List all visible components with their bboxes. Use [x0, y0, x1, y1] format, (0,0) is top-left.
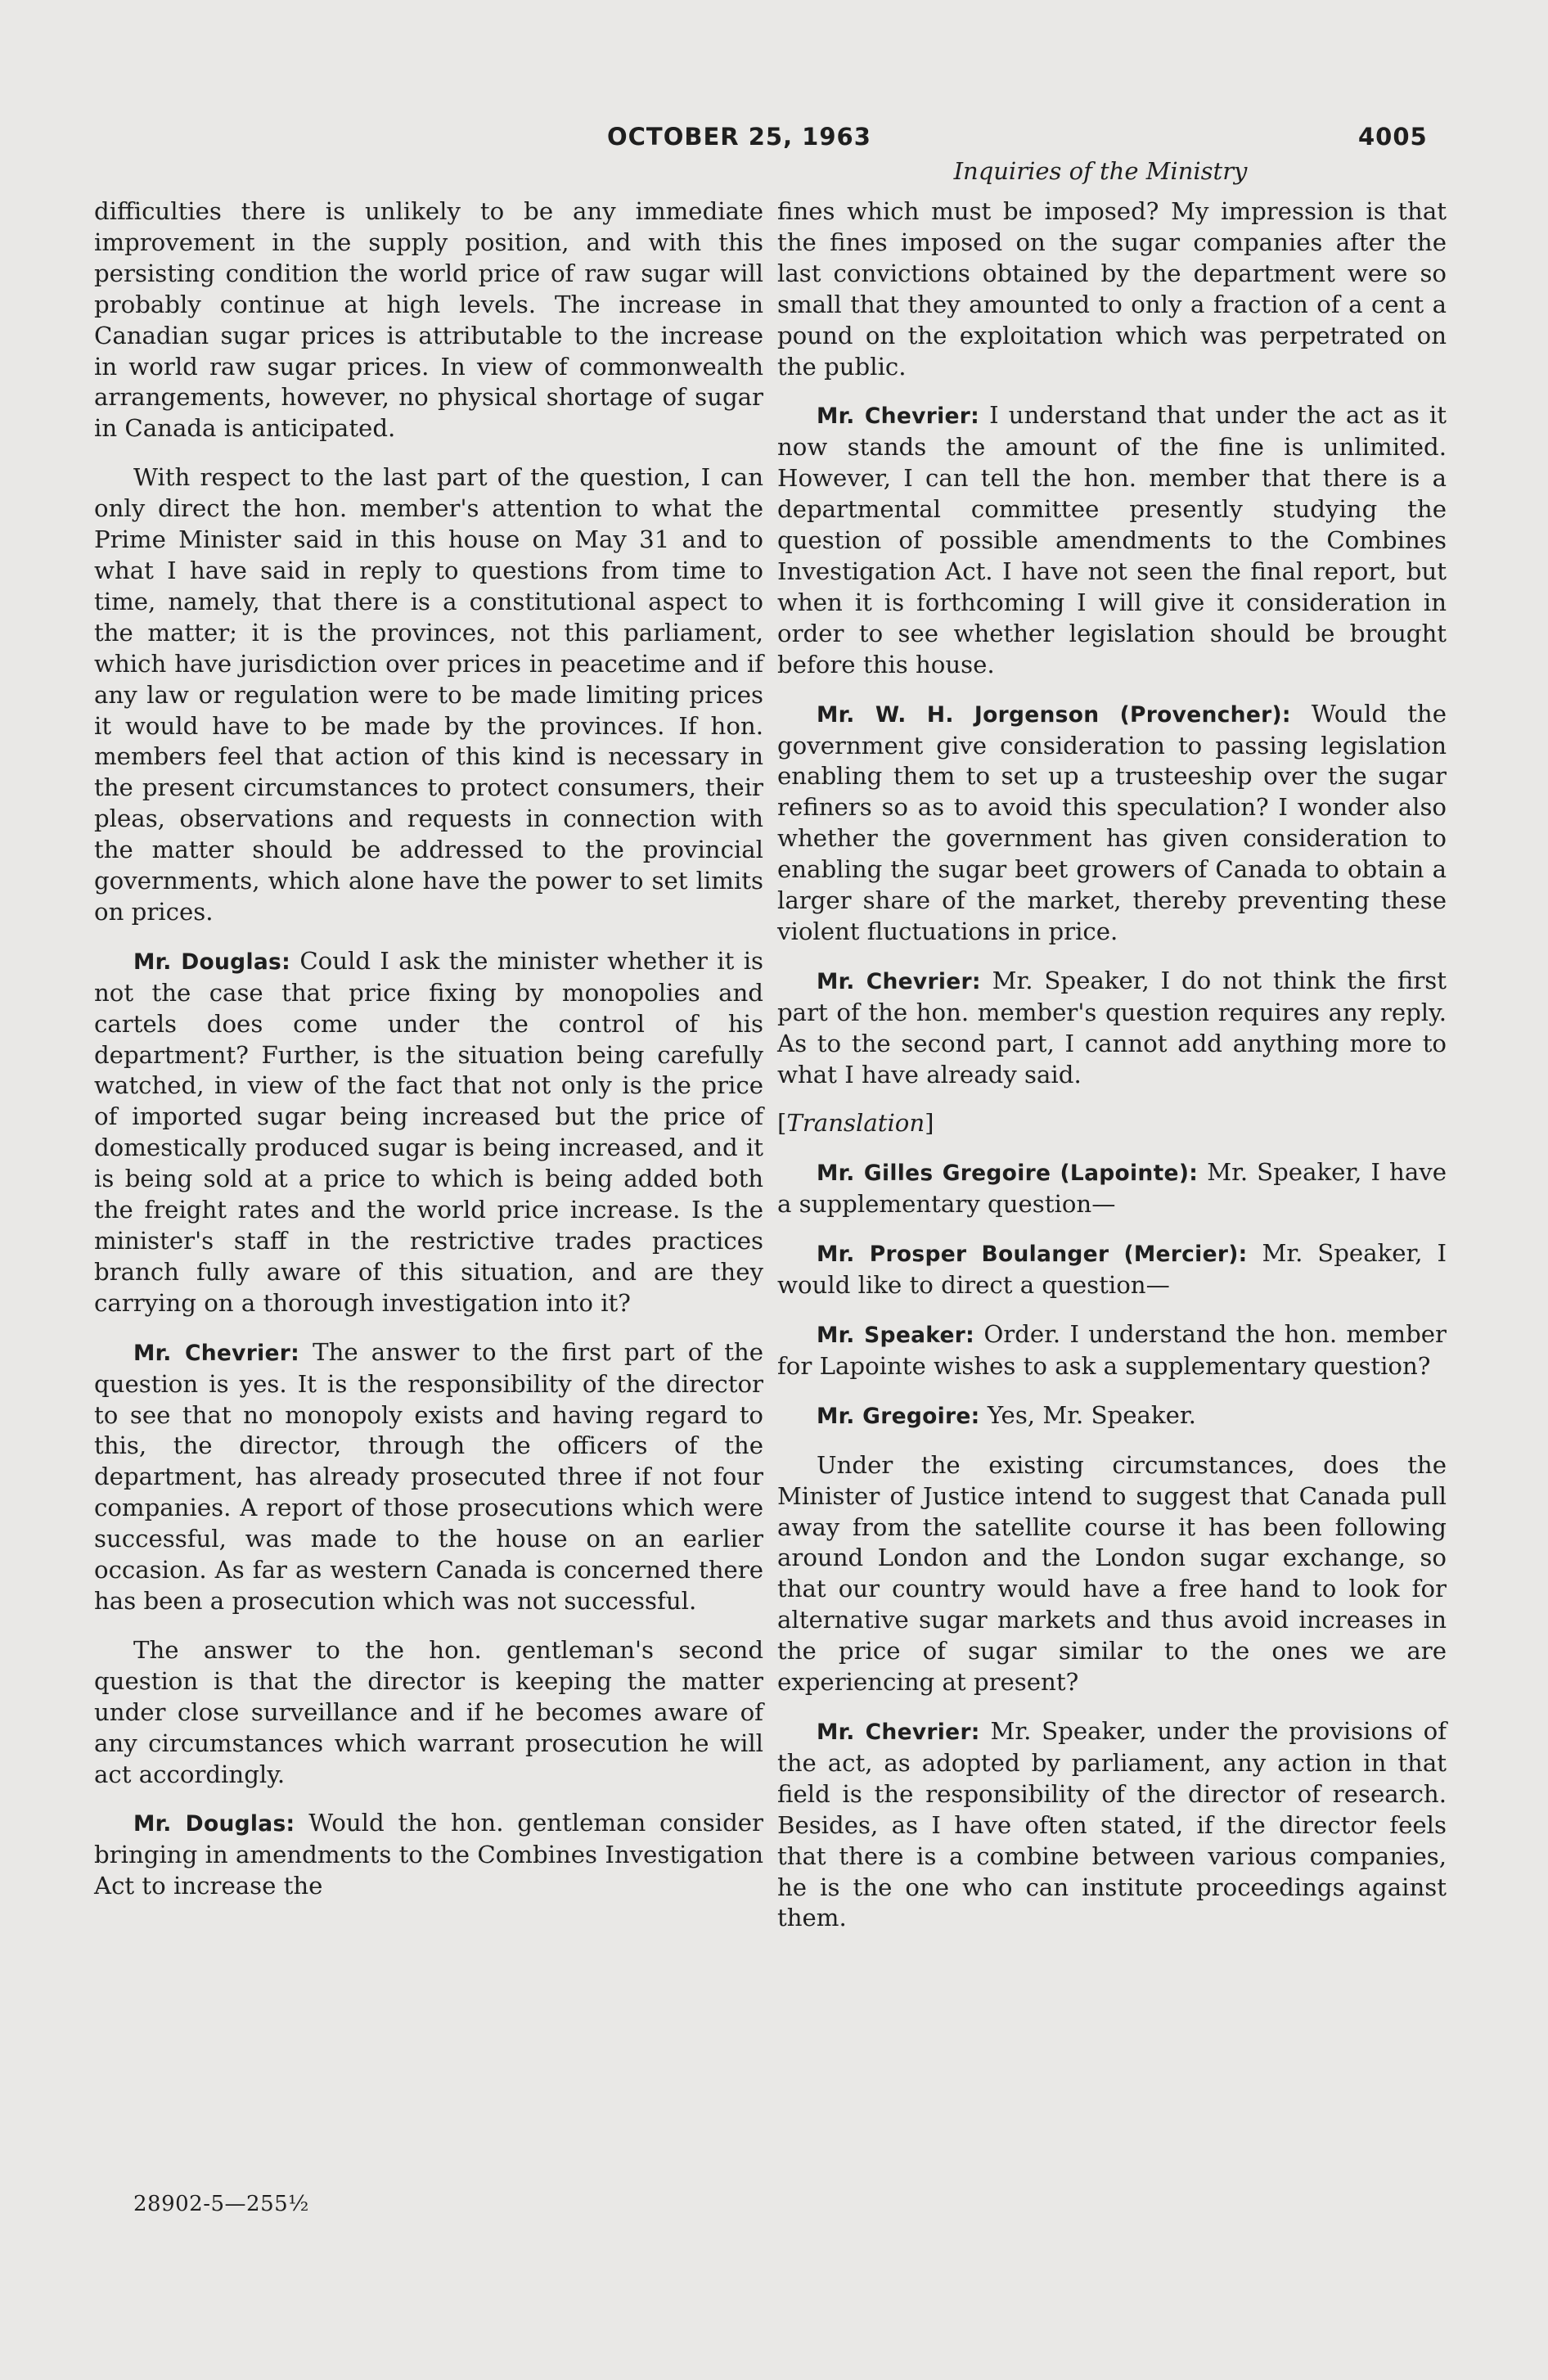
speaker-name: Mr. Gregoire: — [817, 1403, 980, 1429]
paragraph — [777, 1157, 1447, 1220]
speaker-name: Mr. Gilles Gregoire (Lapointe): — [817, 1161, 1199, 1187]
paragraph — [777, 1400, 1447, 1432]
paragraph — [94, 1808, 763, 1902]
speech-text: The answer to the first part of the question is yes. It is the responsibility of the director to see that no monopoly exists and having regard to this, the director, through the officers of the department, has already prosecuted three if not four companies. A report of those prosecutions which were successful, was made to the house on an earlier occasion. As far as western Canada is concerned there has been a prosecution which was not successful. — [94, 1337, 763, 1615]
speech-text: Would the government give consideration to passing legislation enabling them to set up a trusteeship over the sugar refiners so as to avoid this speculation? I wonder also whether the government has given consideration to enabling the sugar beet growers of Canada to obtain a larger share of the market, thereby preventing these violent fluctuations in price. — [777, 699, 1447, 945]
footer-code: 28902-5—255½ — [133, 2192, 309, 2216]
speaker-name: Mr. Chevrier: — [817, 968, 981, 994]
speaker-name: Mr. W. H. Jorgenson (Provencher): — [817, 701, 1291, 728]
paragraph — [777, 1716, 1447, 1934]
speaker-name: Mr. Chevrier: — [817, 403, 979, 430]
speaker-name: Mr. Douglas: — [133, 949, 290, 975]
speaker-name: Mr. Chevrier: — [817, 1719, 980, 1745]
left-column — [94, 196, 763, 1920]
speaker-name: Mr. Douglas: — [133, 1811, 295, 1837]
paragraph — [777, 966, 1447, 1091]
paragraph — [777, 699, 1447, 948]
paragraph: The answer to the hon. gentleman's second question is that the director is keeping the matter under close surveillance and if he becomes aware of any circumstances which warrant prosecution he will act accordingly. — [94, 1635, 763, 1788]
speaker-name: Mr. Chevrier: — [133, 1340, 300, 1366]
paragraph — [777, 1319, 1447, 1382]
speech-text: Mr. Speaker, I do not think the first part of the hon. member's question requires any reply. As to the second part, I cannot add anything more to what I have already said. — [777, 966, 1447, 1089]
section-title: Inquiries of the Ministry — [953, 157, 1248, 185]
speaker-name: Mr. Prosper Boulanger (Mercier): — [817, 1242, 1248, 1268]
speech-text: Order. I understand the hon. member for Lapointe wishes to ask a supplementary question? — [777, 1320, 1447, 1380]
speech-text: Mr. Speaker, I have a supplementary question— — [777, 1158, 1447, 1219]
paragraph — [777, 1238, 1447, 1301]
right-column — [777, 196, 1447, 1952]
paragraph: fines which must be imposed? My impression is that the fines imposed on the sugar companies after the last convictions obtained by the department were so small that they amounted to only a fraction of a cent a pound on the exploitation which was perpetrated on the public. — [777, 197, 1447, 381]
translation-tag: [Translation] — [777, 1109, 934, 1138]
paragraph: Under the existing circumstances, does the Minister of Justice intend to suggest that Canada pull away from the satellite course it has been following around London and the London sugar exchange, so that our country would have a free hand to look for alternative sugar markets and thus avoid increases in the price of sugar similar to the ones we are experiencing at present? — [777, 1450, 1447, 1697]
paragraph: difficulties there is unlikely to be any immediate improvement in the supply position, and with this persisting condition the world price of raw sugar will probably continue at high levels. The increase in Canadian sugar prices is attributable to the increase in world raw sugar prices. In view of commonwealth arrangements, however, no physical shortage of sugar in Canada is anticipated. — [94, 197, 763, 443]
page-date: OCTOBER 25, 1963 — [607, 123, 871, 151]
speech-text: Could I ask the minister whether it is not the case that price fixing by monopolies and cartels does come under the control of his department? Further, is the situation being carefully watched, in view of the fact that not only is the price of imported sugar being increased but the price of domestically produced sugar is being increased, and it is being sold at a price to which is being added both the freight rates and the world price increase. Is the minister's staff in the restrictive trades practices branch fully aware of this situation, and are they carrying on a thorough investigation into it? — [94, 946, 764, 1317]
speech-text: Mr. Speaker, I would like to direct a question— — [777, 1239, 1447, 1300]
paragraph — [94, 1337, 763, 1617]
speech-text: I understand that under the act as it now stands the amount of the fine is unlimited. However, I can tell the hon. member that there is a departmental committee presently studying the question of possible amendments to the Combines Investigation Act. I have not seen the final report, but when it is forthcoming I will give it consideration in order to see whether legislation should be brought before this house. — [777, 401, 1447, 678]
paragraph — [94, 946, 763, 1319]
page-header — [0, 115, 1548, 164]
paragraph: With respect to the last part of the question, I can only direct the hon. member's attention to what the Prime Minister said in this house on May 31 and to what I have said in reply to questions from time to time, namely, that there is a constitutional aspect to the matter; it is the provinces, not this parliament, which have jurisdiction over prices in peacetime and if any law or regulation were to be made limiting prices it would have to be made by the provinces. If hon. members feel that action of this kind is necessary in the present circumstances to protect consumers, their pleas, observations and requests in connection with the matter should be addressed to the provincial governments, which alone have the power to set limits on prices. — [94, 463, 763, 926]
speech-text: Mr. Speaker, under the provisions of the act, as adopted by parliament, any action in that field is the responsibility of the director of research. Besides, as I have often stated, if the director feels that there is a combine between various companies, he is the one who can institute proceedings against them. — [777, 1716, 1447, 1932]
speaker-name: Mr. Speaker: — [817, 1323, 975, 1348]
page-number: 4005 — [1358, 123, 1428, 151]
speech-text: Would the hon. gentleman consider bringing in amendments to the Combines Investigation Act to increase the — [94, 1809, 763, 1900]
speech-text: Yes, Mr. Speaker. — [987, 1400, 1196, 1429]
paragraph — [777, 400, 1447, 680]
